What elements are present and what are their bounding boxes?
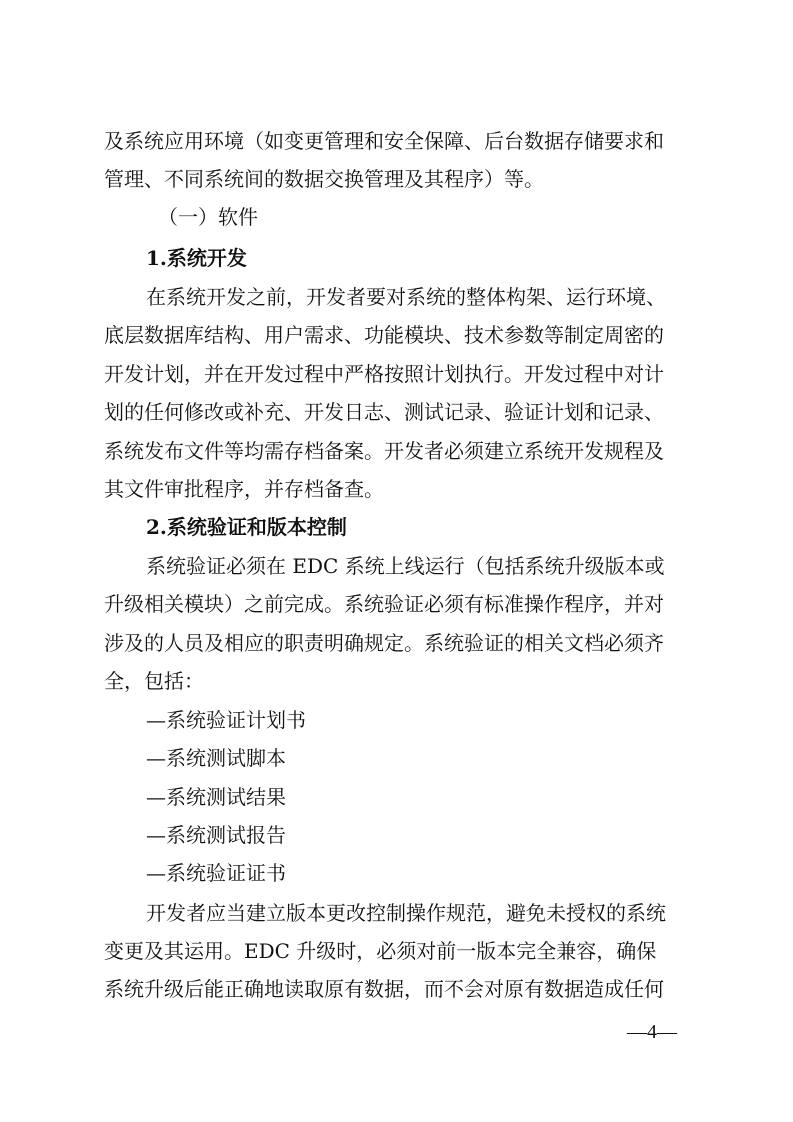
body-line xyxy=(0,159,793,199)
body-text: 变更及其运用。EDC 升级时，必须对前一版本完全兼容，确保 xyxy=(104,939,657,963)
list-item xyxy=(0,777,793,817)
list-item xyxy=(0,700,793,740)
page-number: —4— xyxy=(627,1021,677,1043)
list-item-text: —系统验证证书 xyxy=(146,861,286,885)
body-text: 其文件审批程序，并存档备查。 xyxy=(104,477,384,501)
subsection-heading-text: 2.系统验证和版本控制 xyxy=(146,515,347,539)
body-line xyxy=(0,969,793,1009)
list-item-text: —系统验证计划书 xyxy=(146,708,306,732)
subsection-heading xyxy=(0,238,793,278)
body-line xyxy=(0,392,793,432)
body-text: 系统升级后能正确地读取原有数据，而不会对原有数据造成任何 xyxy=(104,977,664,1001)
body-line xyxy=(0,469,793,509)
body-line xyxy=(0,121,793,161)
body-line xyxy=(0,354,793,394)
body-line xyxy=(0,315,793,355)
body-line xyxy=(0,661,793,701)
body-text: 升级相关模块）之前完成。系统验证必须有标准操作程序，并对 xyxy=(104,592,664,616)
list-item xyxy=(0,815,793,855)
body-line xyxy=(0,584,793,624)
body-text: 在系统开发之前，开发者要对系统的整体构架、运行环境、 xyxy=(146,285,666,309)
body-line xyxy=(0,277,793,317)
body-line xyxy=(0,546,793,586)
body-line xyxy=(0,931,793,971)
list-item xyxy=(0,738,793,778)
body-text: 系统验证必须在 EDC 系统上线运行（包括系统升级版本或 xyxy=(146,554,665,578)
list-item-text: —系统测试结果 xyxy=(146,785,286,809)
subsection-heading xyxy=(0,507,793,547)
body-text: 及系统应用环境（如变更管理和安全保障、后台数据存储要求和 xyxy=(104,129,664,153)
body-text: 管理、不同系统间的数据交换管理及其程序）等。 xyxy=(104,167,544,191)
list-item xyxy=(0,853,793,893)
body-text: 开发者应当建立版本更改控制操作规范，避免未授权的系统 xyxy=(146,901,666,925)
body-line xyxy=(0,431,793,471)
section-heading xyxy=(0,197,793,237)
body-text: 系统发布文件等均需存档备案。开发者必须建立系统开发规程及 xyxy=(104,439,664,463)
body-line xyxy=(0,893,793,933)
list-item-text: —系统测试脚本 xyxy=(146,746,286,770)
section-heading-text: （一）软件 xyxy=(158,205,258,229)
list-item-text: —系统测试报告 xyxy=(146,823,286,847)
body-text: 划的任何修改或补充、开发日志、测试记录、验证计划和记录、 xyxy=(104,400,664,424)
body-text: 全，包括： xyxy=(104,669,204,693)
subsection-heading-text: 1.系统开发 xyxy=(146,246,247,270)
body-text: 底层数据库结构、用户需求、功能模块、技术参数等制定周密的 xyxy=(104,323,664,347)
body-text: 开发计划，并在开发过程中严格按照计划执行。开发过程中对计 xyxy=(104,362,664,386)
body-text: 涉及的人员及相应的职责明确规定。系统验证的相关文档必须齐 xyxy=(104,631,664,655)
body-line xyxy=(0,623,793,663)
